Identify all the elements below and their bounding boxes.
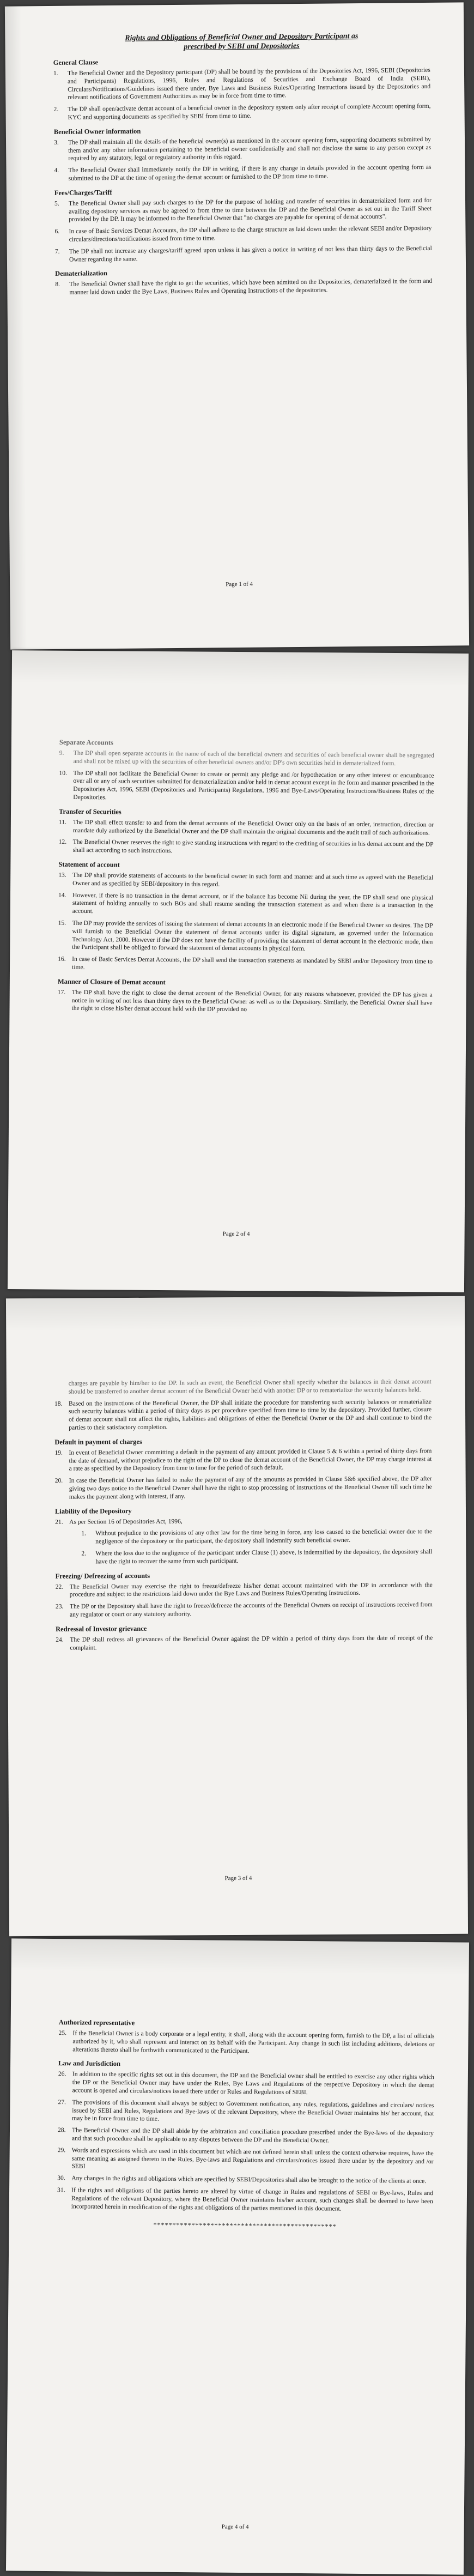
clause-11: 11. The DP shall effect transfer to and from the demat accounts of the Beneficial Owner only on the basis of an order, instruction, direction or mandate duly authorized by the Beneficial Owner and the DP shall maintain the original documents and the audit trail of such authorizations. [58,818,434,837]
clause-26: 26. In addition to the specific rights set out in this document, the DP and the Beneficial owner shall be entitled to exercise any other rights which the DP or the Beneficial Owner may have under the Rules, Bye Laws and Regulations of the respective Depository in which the demat account is opened and circulars/notices issued there under or Rules and Regulations of SEBI. [58,2070,434,2096]
clause-21: 21. As per Section 16 of Depositories Act, 1996, [55,1517,183,1526]
section-heading: Redressal of Investor grievance [56,1624,147,1633]
clause-16: 16. In case of Basic Services Demat Accounts, the DP shall send the transaction statements as mandated by SEBI and/or Depository from time to time. [58,955,433,971]
clause-2: 2. The DP shall open/activate demat account of a beneficial owner in the depository system only after receipt of complete Account opening form, KYC and supporting documents as specified by SEBI from time to time. [53,102,431,121]
clause-12: 12. The Beneficial Owner reserves the right to give standing instructions with regard to the crediting of securities in his demat account and the DP shall act according to such instructions. [58,838,434,855]
document-page-4 [6,1938,469,2574]
clause-25: 25. If the Beneficial Owner is a body corporate or a legal entity, it shall, along with the account opening form, furnish to the DP, a list of officials authorized by it, who shall represent and interact on its behalf with the Participant. Any change in such list including additions, deletions or alterations thereto shall be forthwith communicated to the Participant. [58,2029,435,2054]
clause-17: 17. The DP shall have the right to close the demat account of the Beneficial Owner, for any reasons whatsoever, provided the DP has given a notice in writing of not less than thirty days to the Beneficial Owner as well as to the Depository. Similarly, the Beneficial Owner shall have the right to close his/her demat account held with the DP provided no [57,988,433,1013]
section-heading: Separate Accounts [59,738,113,747]
document-page-1 [5,2,469,649]
clause-20: 20. In case the Beneficial Owner has failed to make the payment of any of the amounts as provided in Clause 5&6 specified above, the DP after giving two days notice to the Beneficial Owner shall have the right to stop processing of instructions of the Beneficial Owner till such time he makes the payment along with interest, if any. [54,1475,432,1501]
clause-13: 13. The DP shall provide statements of accounts to the beneficial owner in such form and manner and at such time as agreed with the Beneficial Owner and as specified by SEBI/depository in this regard. [58,871,434,888]
page-number: Page 3 of 4 [224,1874,252,1882]
page-fold-shadow [12,650,469,686]
clause-28: 28. The Beneficial Owner and the DP shall abide by the arbitration and conciliation procedure prescribed under the Bye-laws of the depository and that such procedure shall be applicable to any disputes between the DP and the Beneficial Owner. [57,2126,434,2144]
clause-3: 3. The DP shall maintain all the details of the beneficial owner(s) as mentioned in the account opening form, supporting documents submitted by them and/or any other information pertaining to the beneficial owner confidentially and shall not disclose the same to any person except as required by any statutory, legal or regulatory authority in this regard. [53,135,432,162]
subclause-2: 2. Where the loss due to the negligence of the participant under Clause (1) above, is indemnified by the depository, the depository shall have the right to recover the same from such participant. [81,1548,433,1565]
title-line-2: prescribed by SEBI and Depositories [184,41,300,51]
clause-4: 4. The Beneficial Owner shall immediately notify the DP in writing, if there is any change in details provided in the account opening form as submitted to the DP at the time of opening the demat account or furnished to the DP from time to time. [54,164,432,182]
document-title [53,31,430,53]
section-heading: Dematerialization [55,269,108,278]
page-2-content [56,733,434,1292]
section-heading: Beneficial Owner information [53,127,141,136]
page-number: Page 1 of 4 [226,580,253,588]
section-heading: General Clause [53,58,99,66]
clause-8: 8. The Beneficial Owner shall have the right to get the securities, which have been admitted on the Depositories, dematerialized in the form and manner laid down under the Bye Laws, Business Rules and Operating Instructions of the depositories. [55,277,433,296]
page-4-content [54,2012,435,2574]
clause-5: 5. The Beneficial Owner shall pay such charges to the DP for the purpose of holding and transfer of securities in dematerialized form and for availing depository services as may be agreed to from time to time between the DP and the Beneficial Owner as set out in the Tariff Sheet provided by the DP. It may be informed to the Beneficial Owner that "no charges are payable for opening of demat accounts". [54,196,432,223]
section-heading: Statement of account [58,860,120,869]
page-fold-shadow [6,1296,465,1331]
page-shadow [5,6,27,649]
page-1-content [53,31,435,649]
clause-18: 18. Based on the instructions of the Beneficial Owner, the DP shall initiate the procedure for transferring such security balances or rematerialize such security balances within a period of thirty days as per procedure specified from time to time by the depository. Provided further, closure of demat account shall not affect the rights, liabilities and obligations of either the Beneficial Owner or the DP and shall continue to bind the parties to their satisfactory completion. [54,1398,432,1431]
document-page-2 [8,650,469,1292]
clause-27: 27. The provisions of this document shall always be subject to Government notification, any rules, regulations, guidelines and circulars/ notices issued by SEBI and Rules, Regulations and Bye-laws of the relevant Depository, where the Beneficial Owner maintains his/ her account, that may be in force from time to time. [58,2098,434,2123]
clause-24: 24. The DP shall redress all grievances of the Beneficial Owner against the DP within a period of thirty days from the date of receipt of the complaint. [56,1634,433,1652]
page-number: Page 4 of 4 [221,2523,249,2531]
clause-6: 6. In case of Basic Services Demat Accounts, the DP shall adhere to the charge structure as laid down under the relevant SEBI and/or Depository circulars/directions/notifications issued from time to time. [54,225,432,243]
section-heading: Liability of the Depository [54,1507,132,1515]
section-heading: Manner of Closure of Demat account [57,977,166,986]
section-heading: Freezing/ Defreezing of accounts [55,1571,150,1580]
clause-22: 22. The Beneficial Owner may exercise the right to freeze/defreeze his/her demat account maintained with the DP in accordance with the procedure and subject to the restrictions laid down under the Bye Laws and Business Rules/Operating Instructions. [55,1581,433,1598]
clause-31: 31. If the rights and obligations of the parties hereto are altered by virtue of change in Rules and regulations of SEBI or Bye-laws, Rules and Regulations of the relevant Depository, where the Beneficial Owner maintains his/her account, such changes shall be deemed to have been incorporated herein in modification of the rights and obligations of the parties mentioned in this document. [57,2186,434,2212]
clause-14: 14. However, if there is no transaction in the demat account, or if the balance has become Nil during the year, the DP shall send one physical statement of holding annually to such BOs and shall resume sending the transaction statement as and when there is a transaction in the account. [58,891,433,915]
end-of-document-divider: ************************************************ [153,2221,337,2230]
document-page-3 [6,1296,468,1936]
clause-1: 1. The Beneficial Owner and the Depository participant (DP) shall be bound by the provisions of the Depositories Act, 1996, SEBI (Depositories and Participants) Regulations, 1996, Rules and Regulations of Securities and Exchange Board of India (SEBI), Circulars/Notifications/Guidelines issued there under, Bye Laws and Business Rules/Operating Instructions issued by the Depositories and relevant notifications of Government Authorities as may be in force from time to time. [53,66,431,101]
section-heading: Authorized representative [58,2018,135,2027]
clause-30: 30. Any changes in the rights and obligations which are specified by SEBI/Depositories shall also be brought to the notice of the clients at once. [57,2174,427,2185]
clause-29: 29. Words and expressions which are used in this document but which are not defined herein shall unless the context otherwise requires, have the same meaning as assigned thereto in the Rules, Bye-laws and Regulations and circulars/notices issued there under by the depository and /or SEBI [57,2146,434,2170]
section-heading: Default in payment of charges [54,1437,142,1446]
page-number: Page 2 of 4 [222,1230,250,1238]
subclause-1: 1. Without prejudice to the provisions of any other law for the time being in force, any loss caused to the beneficial owner due to the negligence of the depository or the participant, the depository shall indemnify such beneficial owner. [81,1528,433,1545]
section-heading: Law and Jurisdiction [58,2059,121,2068]
clause-10: 10. The DP shall not facilitate the Beneficial Owner to create or permit any pledge and /or hypothecation or any other interest or encumbrance over all or any of such securities submitted for dematerialization and/or held in demat account except in the form and manner prescribed in the Depositories Act, 1996, SEBI (Depositories and Participants) Regulations, 1996 and Bye-Laws/Operating Instructions/Business Rules of the Depositories. [59,769,434,801]
clause-23: 23. The DP or the Depository shall have the right to freeze/defreeze the accounts of the Beneficial Owners on receipt of instructions received from any regulator or court or any statutory authority. [55,1601,433,1618]
page-3-content [54,1378,434,1936]
title-line-1: Rights and Obligations of Beneficial Owner and Depository Participant as [125,32,358,43]
section-heading: Transfer of Securities [58,807,121,816]
clause-19: 19. In event of Beneficial Owner committing a default in the payment of any amount provided in Clause 5 & 6 within a period of thirty days from the date of demand, without prejudice to the right of the DP to close the demat account of the Beneficial Owner, the DP may charge interest at a rate as specified by the Depository from time to time for the period of such default. [54,1447,432,1472]
section-heading: Fees/Charges/Tariff [54,188,112,197]
page-fold-shadow [11,1938,469,1975]
clause-17-continuation: charges are payable by him/her to the DP. In such an event, the Beneficial Owner shall specify whether the balances in their demat account should be transferred to another demat account of the Beneficial Owner held with another DP or to rematerialize the security balances held. [68,1378,432,1395]
clause-9: 9. The DP shall open separate accounts in the name of each of the beneficial owners and securities of each beneficial owner shall be segregated and shall not be mixed up with the securities of other beneficial owners and/or DP's own securities held in dematerialized form. [59,749,434,767]
clause-7: 7. The DP shall not increase any charges/tariff agreed upon unless it has given a notice in writing of not less than thirty days to the Beneficial Owner regarding the same. [54,244,432,263]
clause-15: 15. The DP may provide the services of issuing the statement of demat accounts in an electronic mode if the Beneficial Owner so desires. The DP will furnish to the Beneficial Owner the statement of demat accounts under its digital signature, as governed under the Information Technology Act, 2000. However if the DP does not have the facility of providing the statement of demat account in the electronic mode, then the Participant shall be obliged to forward the statement of demat accounts in physical form. [58,919,433,953]
